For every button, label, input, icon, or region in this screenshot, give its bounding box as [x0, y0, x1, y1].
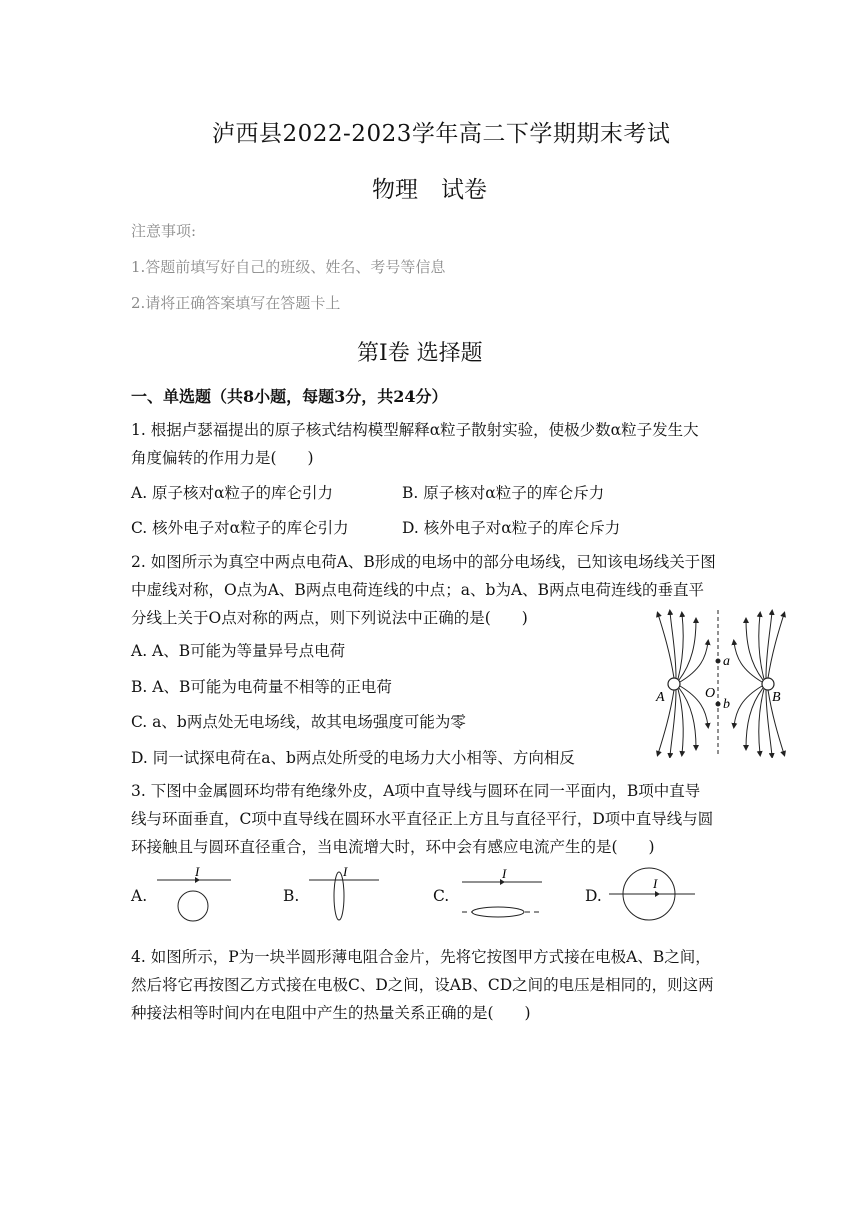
label-b: b — [723, 697, 730, 712]
charge-a-circle — [668, 678, 680, 690]
question-4-line-2: 然后将它再按图乙方式接在电极C、D之间，设AB、CD之间的电压是相同的，则这两 — [131, 976, 714, 994]
q2-option-a: A. A、B可能为等量异号点电荷 — [131, 642, 346, 660]
question-2-line-1: 2. 如图所示为真空中两点电荷A、B形成的电场中的部分电场线，已知该电场线关于图 — [131, 553, 716, 571]
volume-title: 第Ⅰ卷 选择题 — [357, 341, 483, 366]
question-1-line-2: 角度偏转的作用力是( ) — [131, 449, 314, 467]
q3-figure-a — [155, 864, 235, 924]
q1-option-b: B. 原子核对α粒子的库仑斥力 — [402, 484, 605, 502]
field-lines-b — [734, 612, 784, 756]
q2-option-d: D. 同一试探电荷在a、b两点处所受的电场力大小相等、方向相反 — [131, 749, 575, 767]
label-charge-b: B — [772, 690, 781, 705]
point-a — [716, 659, 721, 664]
question-1-line-1: 1. 根据卢瑟福提出的原子核式结构模型解释α粒子散射实验，使极少数α粒子发生大 — [131, 421, 699, 439]
point-b — [716, 702, 721, 707]
question-2-line-2: 中虚线对称，O点为A、B两点电荷连线的中点；a、b为A、B两点电荷连线的垂直平 — [131, 581, 705, 599]
exam-title: 泸西县2022-2023学年高二下学期期末考试 — [212, 121, 671, 147]
note-item-1: 1.答题前填写好自己的班级、姓名、考号等信息 — [131, 258, 446, 276]
exam-subtitle: 物理 试卷 — [372, 177, 487, 203]
question-4-line-1: 4. 如图所示，P为一块半圆形薄电阻合金片，先将它按图甲方式接在电极A、B之间， — [131, 948, 711, 966]
q1-option-c: C. 核外电子对α粒子的库仑引力 — [131, 519, 349, 537]
question-3-line-1: 3. 下图中金属圆环均带有绝缘外皮，A项中直导线与圆环在同一平面内，B项中直导 — [131, 782, 701, 800]
charge-b-circle — [762, 678, 774, 690]
label-charge-a: A — [656, 690, 665, 705]
question-4 — [131, 940, 741, 1030]
q3-option-c: C. — [433, 887, 450, 905]
q3-option-a: A. — [131, 887, 148, 905]
electric-field-figure — [650, 608, 790, 758]
svg-text:I: I — [195, 864, 200, 879]
q3-figure-d — [605, 864, 700, 924]
q3-option-d: D. — [585, 887, 602, 905]
q3-figure-b — [305, 864, 385, 924]
label-o: O — [705, 686, 716, 701]
q2-option-c: C. a、b两点处无电场线，故其电场强度可能为零 — [131, 713, 466, 731]
q1-option-d: D. 核外电子对α粒子的库仑斥力 — [402, 519, 621, 537]
question-3-line-2: 线与环面垂直，C项中直导线在圆环水平直径正上方且与直径平行，D项中直导线与圆 — [131, 810, 714, 828]
q1-option-a: A. 原子核对α粒子的库仑引力 — [131, 484, 334, 502]
section-heading: 一、单选题（共8小题，每题3分，共24分） — [131, 387, 448, 406]
svg-text:I: I — [653, 876, 658, 891]
q3-figure-c — [458, 866, 548, 924]
label-a: a — [723, 654, 730, 669]
svg-text:I: I — [343, 864, 348, 879]
question-3 — [131, 774, 741, 864]
q3-option-b: B. — [283, 887, 300, 905]
question-2-line-3: 分线上关于O点对称的两点，则下列说法中正确的是( ) — [131, 609, 528, 627]
question-4-line-3: 种接法相等时间内在电阻中产生的热量关系正确的是( ) — [131, 1004, 531, 1022]
question-3-line-3: 环接触且与圆环直径重合，当电流增大时，环中会有感应电流产生的是( ) — [131, 838, 655, 856]
note-item-2: 2.请将正确答案填写在答题卡上 — [131, 294, 341, 312]
notes-heading: 注意事项: — [131, 222, 197, 240]
q2-option-b: B. A、B可能为电荷量不相等的正电荷 — [131, 678, 392, 696]
question-1 — [131, 413, 741, 475]
field-lines-a — [658, 612, 708, 756]
svg-text:I: I — [502, 866, 507, 881]
